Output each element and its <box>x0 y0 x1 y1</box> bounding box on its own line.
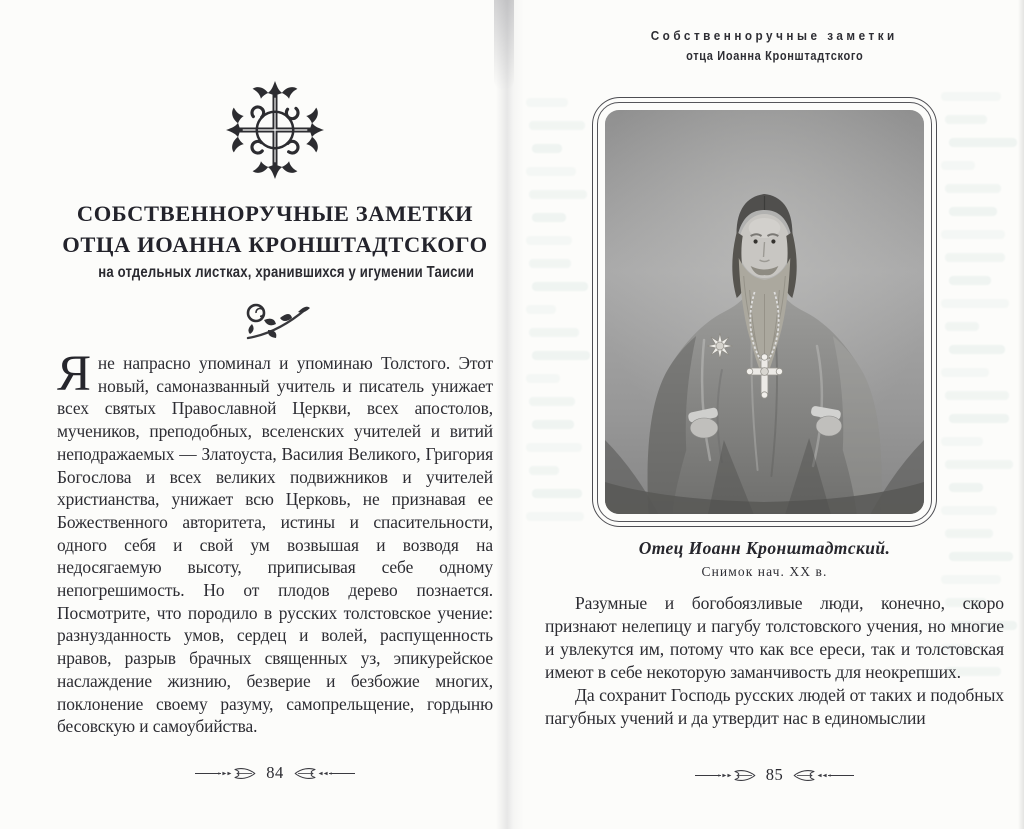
rose-sprig-icon <box>240 300 312 344</box>
bleedthrough-line <box>529 259 571 268</box>
bleedthrough-line <box>526 236 572 245</box>
bleedthrough-line <box>949 276 991 285</box>
bleedthrough-line <box>526 374 560 383</box>
bleedthrough-line <box>945 322 979 331</box>
photo-caption-title: Отец Иоанн Кронштадтский. <box>638 538 891 558</box>
bleedthrough-line <box>529 190 587 199</box>
chapter-subtitle-text: на отдельных листках, хранившихся у игумении Таисии <box>98 264 475 281</box>
bleedthrough-line <box>941 161 975 170</box>
page-footer-right <box>545 765 1004 785</box>
bleedthrough-line <box>941 437 983 446</box>
body-paragraph: не напрасно упоминал и упоминаю Толстого. Этот новый, самоназванный учитель и писатель унижает всех святых Православной Церкви, всех апостолов, мучеников, преподобных, вселенских учителей и витий неподражаемых — Златоуста, Василия Великого, Григория Богослова и всех великих подвижников и учителей христианства, унижает всю Церковь, не признавая ее Божественного авторитета, истины и спасительности, одного себя и свой ум возвышая и возводя на недосягаемую высоту, приписывая себе одному непогрешимость. Но от плодов дерево познается. Посмотрите, что породило в русских толстовское учение: разнузданность умов, сердец и волей, распущенность нравов, разрыв брачных священных уз, эпикурейское наслаждение жизнию, безверие и безбожие многих, поклонение своему разуму, самопрельщение, гордыню бесовскую и самоубийства. <box>57 353 493 737</box>
portrait-photo <box>605 110 924 514</box>
page-edge <box>1018 0 1024 829</box>
bleedthrough-line <box>941 230 1005 239</box>
bleedthrough-line <box>945 253 1005 262</box>
running-header-line2: отца Иоанна Кронштадтского <box>685 49 864 63</box>
book-gutter-shadow <box>496 0 524 829</box>
bleedthrough-line <box>949 483 983 492</box>
bleedthrough-line <box>945 460 1013 469</box>
photo-caption <box>592 538 937 580</box>
page-footer-left <box>57 763 493 783</box>
bleedthrough-line <box>949 552 1013 561</box>
bleedthrough-column <box>526 98 588 538</box>
cross-ornament-icon <box>221 80 329 180</box>
running-header <box>545 28 1004 64</box>
photo-caption-subtitle: Снимок нач. XX в. <box>701 564 828 579</box>
chapter-title-line2: ОТЦА ИОАННА КРОНШТАДТСКОГО <box>62 232 488 257</box>
bleedthrough-line <box>532 213 566 222</box>
bleedthrough-line <box>532 420 574 429</box>
bleedthrough-line <box>532 351 590 360</box>
bleedthrough-line <box>526 305 556 314</box>
bleedthrough-line <box>945 529 993 538</box>
bleedthrough-line <box>529 466 559 475</box>
arrow-rule-icon <box>195 766 257 781</box>
chapter-title-line1: СОБСТВЕННОРУЧНЫЕ ЗАМЕТКИ <box>76 201 474 226</box>
drop-cap: Я <box>57 346 91 402</box>
page-number: 84 <box>266 763 284 782</box>
chapter-subtitle <box>57 264 493 282</box>
book-gutter-shadow-top <box>494 0 514 90</box>
bleedthrough-line <box>949 414 1009 423</box>
running-header-line1: Собственноручные заметки <box>650 28 899 43</box>
bleedthrough-line <box>949 138 1017 147</box>
body-text-left <box>57 346 493 738</box>
bleedthrough-line <box>526 167 576 176</box>
bleedthrough-line <box>532 144 562 153</box>
arrow-rule-icon <box>293 766 355 781</box>
bleedthrough-line <box>532 282 588 291</box>
body-paragraph: Разумные и богобоязливые люди, конечно, скоро признают нелепицу и пагубу толстовского учения, но многие и увлекутся им, потому что как все ереси, так и толстовская имеют в себе некоторую заманчивость для неокрепших. <box>545 593 1004 682</box>
bleedthrough-line <box>529 121 585 130</box>
bleedthrough-line <box>941 299 1009 308</box>
bleedthrough-line <box>945 391 1009 400</box>
body-text-right <box>545 592 1004 730</box>
chapter-title <box>57 198 493 260</box>
bleedthrough-line <box>949 345 1005 354</box>
bleedthrough-line <box>526 98 568 107</box>
arrow-rule-icon <box>695 768 757 783</box>
bleedthrough-line <box>526 443 582 452</box>
bleedthrough-line <box>941 368 989 377</box>
bleedthrough-line <box>526 512 584 521</box>
bleedthrough-line <box>529 328 579 337</box>
bleedthrough-line <box>945 184 1001 193</box>
bleedthrough-line <box>941 506 997 515</box>
arrow-rule-icon <box>792 768 854 783</box>
bleedthrough-line <box>941 92 1001 101</box>
bleedthrough-line <box>529 397 575 406</box>
bleedthrough-line <box>532 489 582 498</box>
portrait-photo-frame <box>592 97 937 527</box>
bleedthrough-line <box>941 575 1001 584</box>
bleedthrough-line <box>945 115 987 124</box>
portrait-photo-inner-frame <box>597 102 932 522</box>
bleedthrough-line <box>949 207 997 216</box>
page-number: 85 <box>765 765 784 784</box>
body-paragraph: Да сохранит Господь русских людей от таких и подобных пагубных учений и да утвердит нас в единомыслии <box>545 685 1004 728</box>
